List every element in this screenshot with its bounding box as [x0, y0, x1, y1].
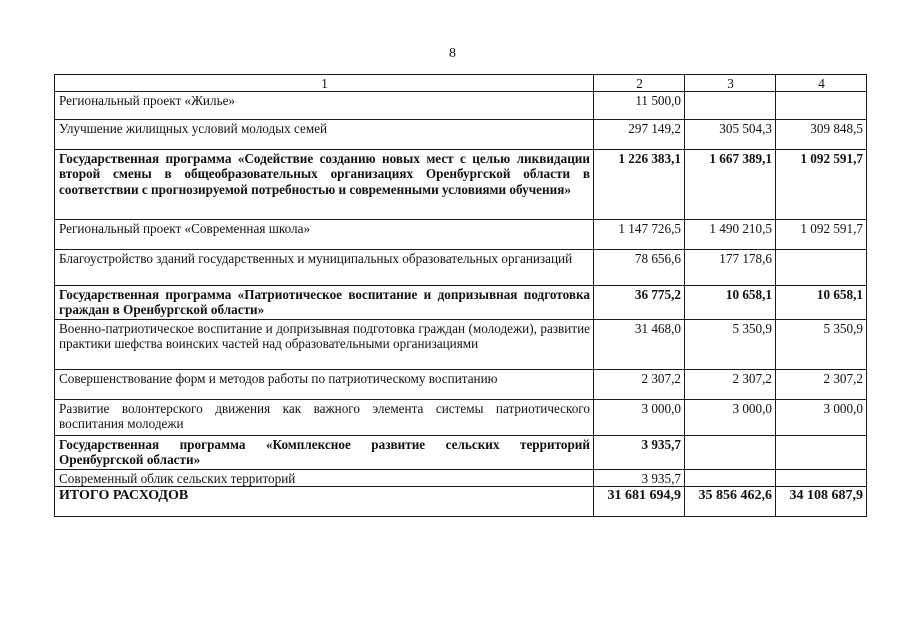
value-col2-cell: 3 000,0 [594, 400, 685, 436]
value-col4-cell: 309 848,5 [776, 120, 867, 150]
value-col4-cell: 5 350,9 [776, 320, 867, 370]
row-name-cell: Государственная программа «Содействие созданию новых мест с целью ликвидации второй смены в общеобразовательных организациях Оренбургской области в соответствии с прогнозируемой потребностью и современными условиями обучения» [55, 150, 594, 220]
value-col2-cell: 297 149,2 [594, 120, 685, 150]
value-col2-cell: 3 935,7 [594, 436, 685, 470]
row-name-cell: Совершенствование форм и методов работы по патриотическому воспитанию [55, 370, 594, 400]
value-col3-cell: 305 504,3 [685, 120, 776, 150]
row-name-cell: Государственная программа «Комплексное развитие сельских территорий Оренбургской области» [55, 436, 594, 470]
table-row [55, 150, 867, 220]
table-row [55, 120, 867, 150]
value-col4-cell [776, 436, 867, 470]
value-col3-cell: 10 658,1 [685, 286, 776, 320]
value-col4-cell: 3 000,0 [776, 400, 867, 436]
value-col4-cell: 1 092 591,7 [776, 220, 867, 250]
table-row [55, 436, 867, 470]
table-row [55, 250, 867, 286]
value-col4-cell: 2 307,2 [776, 370, 867, 400]
value-col3-cell: 2 307,2 [685, 370, 776, 400]
value-col3-cell: 177 178,6 [685, 250, 776, 286]
column-header-1: 1 [55, 75, 594, 92]
row-name-cell: Улучшение жилищных условий молодых семей [55, 120, 594, 150]
value-col4-cell [776, 250, 867, 286]
total-row [55, 487, 867, 517]
value-col4-cell: 10 658,1 [776, 286, 867, 320]
value-col2-cell: 36 775,2 [594, 286, 685, 320]
row-name-cell: Государственная программа «Патриотическое воспитание и допризывная подготовка граждан в Оренбургской области» [55, 286, 594, 320]
total-col2: 31 681 694,9 [594, 487, 685, 517]
table-row [55, 370, 867, 400]
value-col3-cell [685, 92, 776, 120]
budget-table [54, 74, 867, 517]
column-header-4: 4 [776, 75, 867, 92]
row-name-cell: Развитие волонтерского движения как важного элемента системы патриотического воспитания молодежи [55, 400, 594, 436]
value-col4-cell: 1 092 591,7 [776, 150, 867, 220]
table-body [55, 75, 867, 517]
table-row [55, 286, 867, 320]
table-row [55, 220, 867, 250]
column-header-2: 2 [594, 75, 685, 92]
table-row [55, 92, 867, 120]
value-col2-cell: 1 147 726,5 [594, 220, 685, 250]
value-col3-cell [685, 436, 776, 470]
row-name-cell: Военно-патриотическое воспитание и допризывная подготовка граждан (молодежи), развитие практики шефства воинских частей над образовательными организациями [55, 320, 594, 370]
value-col4-cell [776, 470, 867, 487]
value-col2-cell: 3 935,7 [594, 470, 685, 487]
value-col3-cell: 3 000,0 [685, 400, 776, 436]
value-col2-cell: 31 468,0 [594, 320, 685, 370]
total-label: ИТОГО РАСХОДОВ [55, 487, 594, 517]
total-col4: 34 108 687,9 [776, 487, 867, 517]
total-col3: 35 856 462,6 [685, 487, 776, 517]
value-col3-cell: 1 490 210,5 [685, 220, 776, 250]
column-header-3: 3 [685, 75, 776, 92]
value-col3-cell: 5 350,9 [685, 320, 776, 370]
table-row [55, 320, 867, 370]
row-name-cell: Региональный проект «Жилье» [55, 92, 594, 120]
value-col2-cell: 1 226 383,1 [594, 150, 685, 220]
row-name-cell: Современный облик сельских территорий [55, 470, 594, 487]
table-row [55, 400, 867, 436]
value-col4-cell [776, 92, 867, 120]
row-name-cell: Благоустройство зданий государственных и муниципальных образовательных организаций [55, 250, 594, 286]
value-col2-cell: 2 307,2 [594, 370, 685, 400]
value-col3-cell: 1 667 389,1 [685, 150, 776, 220]
page-number: 8 [449, 46, 456, 61]
column-number-row [55, 75, 867, 92]
value-col2-cell: 78 656,6 [594, 250, 685, 286]
value-col3-cell [685, 470, 776, 487]
table-row [55, 470, 867, 487]
row-name-cell: Региональный проект «Современная школа» [55, 220, 594, 250]
value-col2-cell: 11 500,0 [594, 92, 685, 120]
